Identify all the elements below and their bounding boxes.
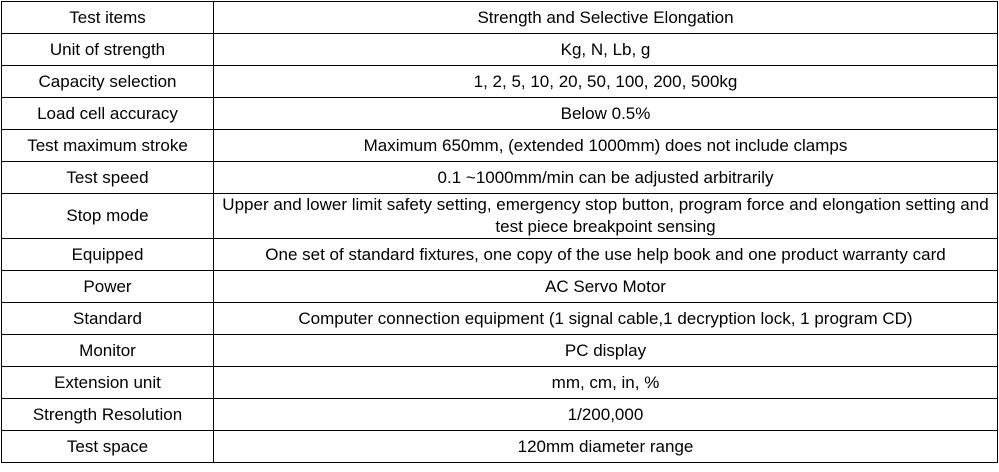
row-value: Upper and lower limit safety setting, emergency stop button, program force and elongation setting and test piece breakpoint sensing (214, 194, 998, 239)
table-row (2, 335, 998, 367)
table-row (2, 162, 998, 194)
table-row (2, 2, 998, 34)
row-value: 0.1 ~1000mm/min can be adjusted arbitrarily (214, 162, 998, 194)
spec-table (1, 1, 998, 463)
row-value: 1, 2, 5, 10, 20, 50, 100, 200, 500kg (214, 66, 998, 98)
row-value: 120mm diameter range (214, 431, 998, 463)
row-value: One set of standard fixtures, one copy of the use help book and one product warranty card (214, 239, 998, 271)
table-row (2, 98, 998, 130)
table-row (2, 431, 998, 463)
row-value: Below 0.5% (214, 98, 998, 130)
row-label: Extension unit (2, 367, 214, 399)
table-row (2, 66, 998, 98)
row-value: Strength and Selective Elongation (214, 2, 998, 34)
row-label: Test speed (2, 162, 214, 194)
row-label: Capacity selection (2, 66, 214, 98)
table-row (2, 271, 998, 303)
row-value: mm, cm, in, % (214, 367, 998, 399)
row-label: Strength Resolution (2, 399, 214, 431)
table-row (2, 303, 998, 335)
row-label: Power (2, 271, 214, 303)
row-label: Standard (2, 303, 214, 335)
table-row (2, 367, 998, 399)
row-label: Load cell accuracy (2, 98, 214, 130)
row-label: Unit of strength (2, 34, 214, 66)
row-value: 1/200,000 (214, 399, 998, 431)
row-value: PC display (214, 335, 998, 367)
row-value: Maximum 650mm, (extended 1000mm) does not include clamps (214, 130, 998, 162)
row-label: Test items (2, 2, 214, 34)
row-value: Computer connection equipment (1 signal cable,1 decryption lock, 1 program CD) (214, 303, 998, 335)
table-row (2, 399, 998, 431)
row-label: Stop mode (2, 194, 214, 239)
row-label: Test maximum stroke (2, 130, 214, 162)
row-label: Test space (2, 431, 214, 463)
row-value: Kg, N, Lb, g (214, 34, 998, 66)
row-value: AC Servo Motor (214, 271, 998, 303)
table-row (2, 130, 998, 162)
table-row (2, 34, 998, 66)
row-label: Monitor (2, 335, 214, 367)
table-row (2, 239, 998, 271)
row-label: Equipped (2, 239, 214, 271)
table-row (2, 194, 998, 239)
